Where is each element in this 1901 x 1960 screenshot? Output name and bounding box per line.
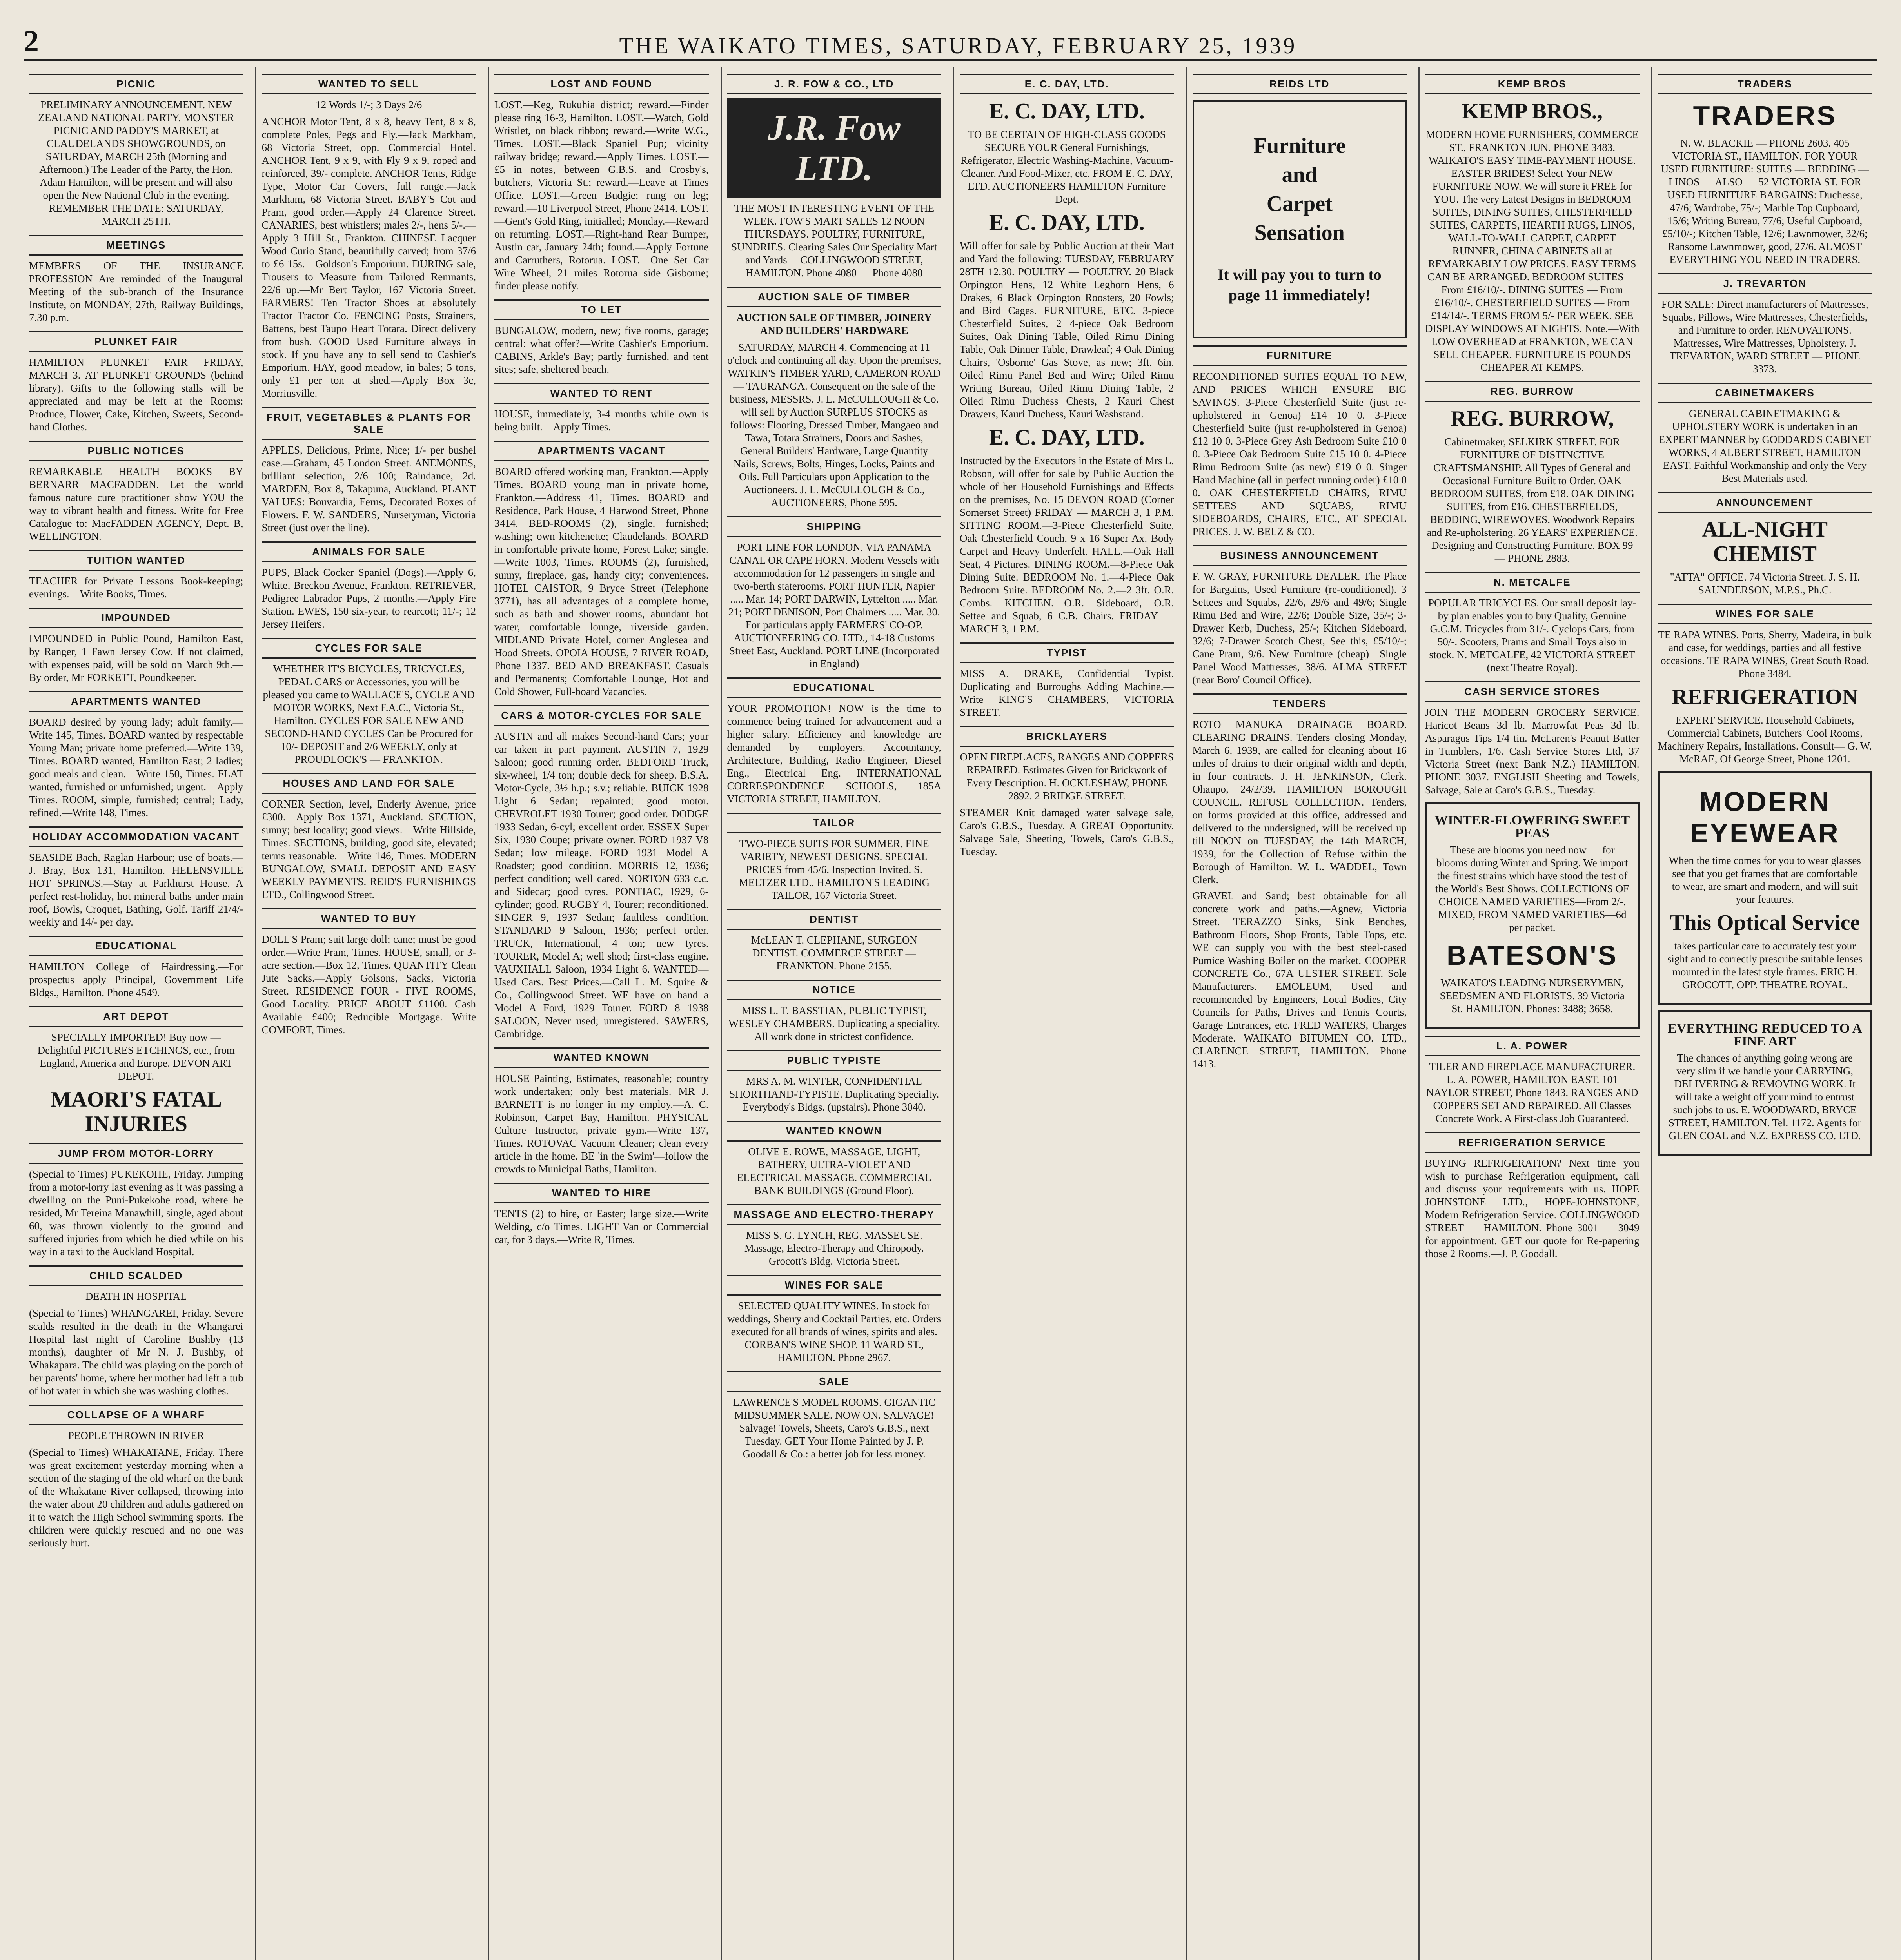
section-heading: HOUSES AND LAND FOR SALE — [262, 773, 476, 794]
section-heading: L. A. POWER — [1425, 1036, 1640, 1056]
section-heading: FRUIT, VEGETABLES & PLANTS FOR SALE — [262, 407, 476, 440]
reids-ad — [1193, 100, 1407, 338]
art-notice: SPECIALLY IMPORTED! Buy now — Delightful PICTURES ETCHINGS, etc., from England, America and Europe. DEVON ART DEPOT. — [37, 1031, 235, 1082]
section-heading: TAILOR — [727, 813, 942, 833]
ecday-ad-1: TO BE CERTAIN OF HIGH-CLASS GOODS SECURE YOUR General Furnishings, Refrigerator, Electric Washing-Machine, Vacuum-Cleaner, And Food-Mixer, etc. FROM E. C. DAY, LTD. AUCTIONEERS HAMILTON Furniture Dept. — [960, 129, 1173, 205]
masseuse-ad: MISS S. G. LYNCH, REG. MASSEUSE. Massage, Electro-Therapy and Chiropody. Grocott's Bldg. Victoria Street. — [744, 1229, 924, 1267]
concrete-ads: GRAVEL and Sand; best obtainable for all concrete work and paths.—Agnew, Victoria Street. TERAZZO Sinks, Sink Benches, Bathroom Floors, Shop Fronts, Table Tops, etc. WE can supply you with the best steel-cased Pumice Washing Boiler on the market. COOPER CONCRETE Co., 67A ULSTER STREET, Sole Manufacturers. EMOLEUM, Used and recommended by Engineers, Local Bodies, City Councils for Paths, Drives and Tennis Courts, Garage Entrances, etc. FRED WATERS, Charges Moderate. WAIKATO BITUMEN CO. LTD., CLARENCE STREET, HAMILTON. Phone 1413. — [1192, 890, 1407, 1070]
section-heading: MEETINGS — [29, 235, 243, 256]
meetings-notice: MEMBERS OF THE INSURANCE PROFESSION Are reminded of the Inaugural Meeting of the sub-branch of the Insurance Institute, on MONDAY, 27th, Railway Buildings, 7.30 p.m. — [29, 260, 243, 323]
section-heading: BRICKLAYERS — [960, 726, 1174, 747]
section-heading: E. C. DAY, LTD. — [960, 74, 1174, 94]
apartments-vacant-list: BOARD offered working man, Frankton.—Apply Times. BOARD young man in private home, Frankton.—Address 41, Times. BOARD and Residence, Park House, 4 Harwood Street, Phone 3414. BED-ROOMS (2), single, furnished; washing; own kitchenette; Claudelands. BOARD in comfortable private home, Forest Lake; single.—Write 1003, Times. ROOMS (2), furnished, sunny, fireplace, gas, handy city; conveniences. HOTEL CAISTOR, 9 Bryce Street (Telephone 3771), has all advantages of a complete home, such as bath and shower rooms, abundant hot water, comfortable lounge, riverside garden. MIDLAND Private Hotel, corner Anglesea and Hood Streets. OPOIA HOUSE, 7 RIVER ROAD, Phone 1337. BED AND BREAKFAST. Casuals and Permanents; Comfortable Lounge, Hot and Cold Shower, Full-board Vacancies. — [494, 466, 709, 697]
bateson-body: These are blooms you need now — for blooms during Winter and Spring. We import the finest strains which have stood the test of the World's Best Shows. COLLECTIONS OF CHOICE NAMED VARIETIES—From 2/-. MIXED, FROM NAMED VARIETIES—6d per packet. — [1435, 844, 1629, 933]
fow-logo: J.R. Fow LTD. — [727, 98, 942, 198]
section-heading: IMPOUNDED — [29, 608, 243, 628]
reids-cta: It will pay you to turn to page 11 immediately! — [1217, 266, 1382, 304]
news-headline: CHILD SCALDED — [29, 1265, 243, 1286]
column-6 — [1186, 67, 1413, 1960]
section-heading: REG. BURROW — [1425, 381, 1640, 402]
section-heading: MASSAGE AND ELECTRO-THERAPY — [727, 1204, 942, 1225]
burrow-title: REG. BURROW, — [1451, 407, 1614, 431]
section-heading: WINES FOR SALE — [727, 1275, 942, 1296]
refrigeration-ad: EXPERT SERVICE. Household Cabinets, Commercial Cabinets, Butchers' Cool Rooms, Machinery Repairs, Installations. Consult— G. W. McRAE, Of George Street, Phone 1201. — [1658, 714, 1872, 765]
section-heading: REIDS LTD — [1193, 74, 1407, 94]
ecday-title: E. C. DAY, LTD. — [989, 425, 1145, 450]
section-heading: CARS & MOTOR-CYCLES FOR SALE — [494, 705, 709, 726]
typist-ad: MISS A. DRAKE, Confidential Typist. Duplicating and Burroughs Adding Machine.—Write KING'S CHAMBERS, VICTORIA STREET. — [960, 668, 1174, 718]
masthead-title: THE WAIKATO TIMES, SATURDAY, FEBRUARY 25, 1939 — [619, 33, 1297, 58]
section-heading: WANTED KNOWN — [727, 1121, 942, 1142]
optical-heading: This Optical Service — [1670, 911, 1860, 935]
business-ad: F. W. GRAY, FURNITURE DEALER. The Place for Bargains, Used Furniture (re-conditioned). 3 Settees and Squabs, 22/6, 29/6 and 49/6; Single Rimu Bed and Wire, 22/6; Double Size, 35/-; 3-Drawer Kerb, Duchess, 25/-; Kitchen Sideboard, 32/6; 7-Drawer Scotch Chest, See this, £5/10/-; Cane Pram, 9/6. New Furniture (cheap)—Single Panel Wood Mattresses, 38/6. ALMA STREET (near Boro' Council Office). — [1192, 570, 1407, 686]
section-heading: BUSINESS ANNOUNCEMENT — [1193, 545, 1407, 566]
educational-ad: YOUR PROMOTION! NOW is the time to commence being trained for advancement and a higher salary. Efficiency and knowledge are demanded by employers. Accountancy, Architecture, Building, Radio Engineer, Diesel Eng., Electrical Eng. INTERNATIONAL CORRESPONDENCE SCHOOLS, 185A VICTORIA STREET, HAMILTON. — [727, 702, 941, 805]
section-heading: LOST AND FOUND — [494, 74, 709, 94]
section-heading: SALE — [727, 1371, 942, 1392]
cars-list: AUSTIN and all makes Second-hand Cars; your car taken in part payment. AUSTIN 7, 1929 Saloon; good running order. BEDFORD Truck, six-wheel, 1/4 ton; double deck for sheep. B.S.A. Motor-Cycle, 3½ h.p.; s.v.; reliable. BUICK 1928 Light 6 Sedan; repainted; good motor. CHEVROLET 1930 Tourer; good order. DODGE 1933 Sedan, 6-cyl; excellent order. ESSEX Super Six, 1930 Coupe; private owner. FORD 1937 V8 Sedan; low mileage. FORD 1931 Model A Roadster; good condition. MORRIS 12, 1936; perfect condition; well cared. NORTON 633 c.c. and Sidecar; good tyres. PONTIAC, 1929, 6-cylinder; good. RUGBY 4, Tourer; reconditioned. SINGER 9, 1937 Sedan; faultless condition. STANDARD 9 Saloon, 1936; perfect order. TRUCK, International, 4 ton; new tyres. TOURER, Model A; well shod; first-class engine. VAUXHALL Saloon, 1934 Light 6. WANTED—Used Cars. Best Prices.—Call L. M. Squire & Co., Collingwood Street. WE have on hand a Model A Ford, 1929 Tourer. FORD 8 1938 SALOON, Never used; unregistered. SAWERS, Cambridge. — [494, 730, 709, 1040]
section-heading: EDUCATIONAL — [29, 936, 243, 956]
to-let-list: BUNGALOW, modern, new; five rooms, garage; central; what offer?—Write Cashier's Emporium. CABINS, Arkle's Bay; partly furnished, and tent sites; safe, sheltered beach. — [494, 325, 709, 375]
section-heading: TO LET — [494, 299, 709, 320]
impounded-notice: IMPOUNDED in Public Pound, Hamilton East, by Ranger, 1 Fawn Jersey Cow. If not claimed, with expenses paid, will be sold on March 9th.—By order, Mr FORKETT, Poundkeeper. — [29, 633, 243, 683]
optical-body: takes particular care to accurately test your sight and to correctly prescribe suitable lenses mounted in the latest style frames. ERIC H. GROCOTT, OPP. THEATRE ROYAL. — [1667, 940, 1863, 991]
section-heading: FURNITURE — [1193, 345, 1407, 366]
column-2 — [255, 67, 482, 1960]
section-heading: ANNOUNCEMENT — [1658, 492, 1872, 513]
timber-title: AUCTION SALE OF TIMBER, JOINERY AND BUILDERS' HARDWARE — [736, 312, 932, 336]
news-body: (Special to Times) PUKEKOHE, Friday. Jumping from a motor-lorry last evening as it was passing a dwelling on the Puni-Pukekohe road, where he resided, Mr Tereina Manawhill, single, aged about 60, was thrown violently to the ground and suffered injuries from which he died while on his way in a taxi to the Auckland Hospital. — [29, 1168, 243, 1258]
section-heading: WANTED TO SELL — [262, 74, 476, 94]
kemp-title: KEMP BROS., — [1462, 99, 1603, 123]
rate-line: 12 Words 1/-; 3 Days 2/6 — [316, 99, 422, 111]
animals-list: PUPS, Black Cocker Spaniel (Dogs).—Apply 6, White, Breckon Avenue, Frankton. RETRIEVER, Pedigree Labrador Pups, 2 months.—Apply Fire Station. EWES, 150 six-year, to rearcott; 11/-; 12 Jersey Heifers. — [261, 566, 476, 630]
section-heading: SHIPPING — [727, 516, 942, 537]
reids-line-3: Carpet — [1266, 192, 1333, 216]
columns — [24, 67, 1877, 1960]
public-notice: REMARKABLE HEALTH BOOKS BY BERNARR MACFADDEN. Let the world famous nature cure practitioner show YOU the way to vibrant health and fitness. Write for Free Catalogue to: MacFADDEN AGENCY, Dept. B, WELLINGTON. — [29, 466, 243, 542]
chemist-title: ALL-NIGHT CHEMIST — [1702, 517, 1828, 566]
section-heading: WANTED TO RENT — [494, 383, 709, 404]
cycles-ad: WHETHER IT'S BICYCLES, TRICYCLES, PEDAL CARS or Accessories, you will be pleased you came to WALLACE'S, CYCLE AND MOTOR WORKS, Next F.A.C., Victoria St., Hamilton. CYCLES FOR SALE NEW AND SECOND-HAND CYCLES Can be Procured for 10/- DEPOSIT and 2/6 WEEKLY, only at PROUDLOCK'S — FRANKTON. — [263, 663, 475, 765]
page-number: 2 — [24, 24, 39, 58]
news-body: (Special to Times) WHANGAREI, Friday. Severe scalds resulted in the death in the Whangarei Hospital last night of Caroline Bushby (13 months), daughter of Mr N. J. Bushby, of Whakapara. The child was playing on the porch of her parents' home, where her mother had left a tub of hot water in which she was washing clothes. — [29, 1307, 243, 1397]
refrigeration-ad: BUYING REFRIGERATION? Next time you wish to purchase Refrigeration equipment, call and discuss your requirements with us. HOPE JOHNSTONE LTD., HOPE-JOHNSTONE, Modern Refrigeration Service. COLLINGWOOD STREET — HAMILTON. Phone 3001 — 3049 for appointment. GET our quote for Re-papering those 2 Rooms.—J. P. Goodall. — [1425, 1157, 1640, 1259]
bricklayers-ad: OPEN FIREPLACES, RANGES AND COPPERS REPAIRED. Estimates Given for Brickwork of Every Description. H. OCKLESHAW, PHONE 2892. 2 BRIDGE STREET. — [960, 751, 1174, 802]
ecday-title: E. C. DAY, LTD. — [989, 211, 1145, 235]
bateson-name: BATESON'S — [1447, 940, 1618, 971]
eyewear-ad — [1658, 771, 1872, 1005]
educational-notice: HAMILTON College of Hairdressing.—For prospectus apply Principal, Government Life Bldgs., Hamilton. Phone 4549. — [29, 961, 243, 998]
lost-found-list: LOST.—Keg, Rukuhia district; reward.—Finder please ring 16-3, Hamilton. LOST.—Watch, Gold Wristlet, on black ribbon; reward.—Write W.G., Times. LOST.—Black Spaniel Pup; vicinity railway bridge; reward.—Apply Times. LOST.—£5 in notes, between G.B.S. and Crosby's, butchers, Victoria St.; reward.—Leave at Times Office. LOST.—Green Budgie; rung on leg; reward.—10 Liverpool Street, Phone 2414. LOST.—Gent's Gold Ring, initialled; Monday.—Reward on returning. LOST.—Right-hand Rear Bumper, Austin car, January 24th; found.—Apply Fortune and Carruthers, Rotorua. LOST.—One Set Car Wire Wheel, 21 miles Rotorua side Gisborne; finder please notify. — [494, 99, 709, 292]
news-subheading: JUMP FROM MOTOR-LORRY — [29, 1143, 243, 1164]
timber-ad: SATURDAY, MARCH 4, Commencing at 11 o'clock and continuing all day. Upon the premises, WATKIN'S TIMBER YARD, CAMERON ROAD — TAURANGA. Consequent on the sale of the business, MESSRS. J. L. McCULLOUGH & Co. will sell by Auction SURPLUS STOCKS as follows: Flooring, Dressed Timber, Mangaeo and Tawa, Totara Strainers, Doors and Sashes, General Builders' Hardware, Large Quantity Nails, Screws, Bolts, Hinges, Locks, Paints and Oils. Full Particulars upon Application to the Auctioneers. J. L. McCULLOUGH & Co., AUCTIONEERS, Phone 595. — [727, 341, 941, 508]
section-heading: TYPIST — [960, 642, 1174, 663]
eyewear-body: When the time comes for you to wear glasses see that you get frames that are comfortable to wear, are smart and modern, and will suit your features. — [1669, 855, 1861, 905]
bateson-tagline: WAIKATO'S LEADING NURSERYMEN, SEEDSMEN AND FLORISTS. 39 Victoria St. HAMILTON. Phones: 3488; 3658. — [1440, 977, 1625, 1014]
news-subheading: PEOPLE THROWN IN RIVER — [68, 1430, 204, 1441]
cabinetmakers-ad: GENERAL CABINETMAKING & UPHOLSTERY WORK is undertaken in an EXPERT MANNER by GODDARD'S CABINET WORKS, 4 ALBERT STREET, HAMILTON EAST. Faithful Workmanship and only the Very Best Materials used. — [1658, 408, 1872, 484]
section-heading: ANIMALS FOR SALE — [262, 541, 476, 562]
section-heading: TUITION WANTED — [29, 550, 243, 571]
woodward-body: The chances of anything going wrong are very slim if we handle your CARRYING, DELIVERING & REMOVING WORK. It will take a weight off your mind to entrust such jobs to us. E. WOODWARD, BRYCE STREET, HAMILTON. Tel. 1172. Agents for GLEN COAL and N.Z. EXPRESS CO. LTD. — [1668, 1052, 1861, 1142]
te-rapa-wines-ad: TE RAPA WINES. Ports, Sherry, Madeira, in bulk and case, for weddings, parties and all festive occasions. TE RAPA WINES, Great South Road. Phone 3484. — [1658, 629, 1872, 679]
refrigeration-title: REFRIGERATION — [1672, 685, 1858, 709]
apartments-notice: BOARD desired by young lady; adult family.—Write 145, Times. BOARD wanted by respectable Young Man; private home preferred.—Write 139, Times. BOARD wanted, Hamilton East; 2 ladies; good meals and clean.—Write 150, Times. FLAT wanted, furnished or unfurnished; urgent.—Apply Times. ROOM, simple, furnished; central; Lady, refined.—Write 148, Times. — [29, 716, 243, 818]
sale-ad: LAWRENCE'S MODEL ROOMS. GIGANTIC MIDSUMMER SALE. NOW ON. SALVAGE! Salvage! Towels, Sheets, Caro's G.B.S., next Tuesday. GET Your Home Painted by J. P. Goodall & Co.: a better job for less money. — [733, 1396, 935, 1460]
reids-line-1: Furniture — [1253, 134, 1346, 158]
wanted-to-hire-list: TENTS (2) to hire, or Easter; large size.—Write Welding, c/o Times. LIGHT Van or Commercial car, for 3 days.—Write R, Times. — [494, 1208, 709, 1245]
wanted-to-rent-list: HOUSE, immediately, 3-4 months while own is being built.—Apply Times. — [494, 408, 709, 433]
trevarton-ad: FOR SALE: Direct manufacturers of Mattresses, Squabs, Pillows, Wire Mattresses, Chesterfields, and Furniture to order. RENOVATIONS. Mattresses, Wire Mattresses, Upholstery. J. TREVARTON, WARD STREET — PHONE 3373. — [1661, 298, 1868, 375]
typist-notice: MISS L. T. BASSTIAN, PUBLIC TYPIST, WESLEY CHAMBERS. Duplicating a speciality. All work done in strictest confidence. — [728, 1005, 940, 1042]
kemp-ad: MODERN HOME FURNISHERS, COMMERCE ST., FRANKTON JUN. PHONE 3483. WAIKATO'S EASY TIME-PAYMENT HOUSE. EASTER BRIDES! Select Your NEW FURNITURE NOW. We will store it FREE for YOU. The very Latest Designs in BEDROOM SUITES, DINING SUITES, CHESTERFIELD SUITES, CARPETS, HEARTH RUGS, LINOS, WALL-TO-WALL CARPET, CARPET RUNNER, CHINA CABINETS all at REMARKABLY LOW PRICES. EASY TERMS CAN BE ARRANGED. BEDROOM SUITES — From £16/10/-. DINING SUITES — From £16/10/-. CHESTERFIELD SUITES — From £14/14/-. TERMS FROM 5/- PER WEEK. SEE DISPLAY WINDOWS AT NIGHTS. Note.—With LOW OVERHEAD at FRANKTON, WE CAN SELL CHEAPER. FURNITURE IS POUNDS CHEAPER AT KEMPS. — [1425, 129, 1640, 373]
fruit-list: APPLES, Delicious, Prime, Nice; 1/- per bushel case.—Graham, 45 London Street. ANEMONES, brilliant selection, 2/6 100; Raindance, 2d. MARDEN, Box 8, Takapuna, Auckland. PLANT VALUES: Bouvardia, Ferns, Decorated Boxes of Flowers. F. W. SANDERS, Nurseryman, Victoria Street (just over the line). — [261, 444, 476, 534]
chemist-ad: "ATTA" OFFICE. 74 Victoria Street. J. S. H. SAUNDERSON, M.P.S., Ph.C. — [1670, 571, 1860, 596]
column-5 — [953, 67, 1180, 1960]
ecday-ad-3: Instructed by the Executors in the Estate of Mrs L. Robson, will offer for sale by Public Auction the whole of her Household Furnishings and Effects on the premises, No. 15 DEVON ROAD (Corner Somerset Street) FRIDAY — MARCH 3, 1 P.M. SITTING ROOM.—3-Piece Chesterfield Suite, Oak Chesterfield Couch, 9 x 16 Super Ax. Body Carpet and Heavy Underfelt. HALL.—Oak Hall Seat, 4 Pictures. DINING ROOM.—8-Piece Oak Dining Suite. BEDROOM No. 1.—4-Piece Oak Bedroom Suite. BEDROOM No. 2.—2 3ft. O.R. Combs. KITCHEN.—O.R. Sideboard, O.R. Settee and Squab, 6 C.B. Chairs. FRIDAY — MARCH 3, 1 P.M. — [960, 455, 1174, 635]
shipping-ad: PORT LINE FOR LONDON, VIA PANAMA CANAL OR CAPE HORN. Modern Vessels with accommodation for 12 passengers in single and two-berth staterooms. PORT HUNTER, Napier ..... Mar. 14; PORT DARWIN, Lyttelton ..... Mar. 21; PORT DENISON, Port Chalmers ..... Mar. 30. For particulars apply FARMERS' CO-OP. AUCTIONEERING CO. LTD., 14-18 Customs Street East, Auckland. PORT LINE (Incorporated in England) — [728, 541, 940, 670]
section-heading: ART DEPOT — [29, 1006, 243, 1027]
section-heading: KEMP BROS — [1425, 74, 1640, 94]
wanted-to-buy-list: DOLL'S Pram; suit large doll; cane; must be good order.—Write Pram, Times. HOUSE, small, or 3-acre section.—Box 12, Times. QUANTITY Clean Jute Sacks.—Apply Golsons, Sacks, Victoria Street. RESIDENCE FOUR - FIVE ROOMS, Good Locality. PRICE ABOUT £1100. Cash Available £400; Reducible Mortgage. Write COMFORT, Times. — [261, 933, 476, 1036]
section-heading: J. TREVARTON — [1658, 273, 1872, 294]
section-heading: WANTED KNOWN — [494, 1047, 709, 1068]
column-7 — [1418, 67, 1645, 1960]
salvage-notice: STEAMER Knit damaged water salvage sale, Caro's G.B.S., Tuesday. A GREAT Opportunity. Salvage Sale, Sheeting, Towels, Caro's G.B.S., Tuesday. — [960, 807, 1174, 857]
section-heading: NOTICE — [727, 980, 942, 1000]
picnic-ad: PRELIMINARY ANNOUNCEMENT. NEW ZEALAND NATIONAL PARTY. MONSTER PICNIC AND PADDY'S MARKET, at CLAUDELANDS SHOWGROUNDS, on SATURDAY, MARCH 25th (Morning and Afternoon.) The Leader of the Party, the Hon. Adam Hamilton, will be present and will also open the New National Club in the evening. REMEMBER THE DATE: SATURDAY, MARCH 25TH. — [38, 99, 234, 227]
wanted-known-list: HOUSE Painting, Estimates, reasonable; country work undertaken; only best materials. MR J. BARNETT is no longer in my employ.—A. C. Robinson, Carpet Bay, Hamilton. PHYSICAL Culture Instructor, private gym.—Write 137, Times. ROTOVAC Vacuum Cleaner; clean every article in the home. BE 'in the Swim'—follow the crowds to Municipal Baths, Hamilton. — [494, 1073, 709, 1175]
fow-ad: THE MOST INTERESTING EVENT OF THE WEEK. FOW'S MART SALES 12 NOON THURSDAYS. POULTRY, FURNITURE, SUNDRIES. Clearing Sales Our Speciality Mart and Yards— COLLINGWOOD STREET, HAMILTON. Phone 4080 — Phone 4080 — [731, 202, 937, 279]
news-headline: COLLAPSE OF A WHARF — [29, 1405, 243, 1425]
section-heading: HOLIDAY ACCOMMODATION VACANT — [29, 826, 243, 847]
news-body: (Special to Times) WHAKATANE, Friday. There was great excitement yesterday morning when a section of the staging of the old wharf on the bank of the Whakatane River collapsed, throwing into the water about 20 children and adults gathered on it to watch the High School swimming sports. The children were quickly rescued and no one was seriously hurt. — [29, 1446, 243, 1549]
masthead — [24, 16, 1877, 61]
news-subheading: DEATH IN HOSPITAL — [85, 1290, 187, 1302]
section-heading: J. R. FOW & CO., LTD — [727, 74, 942, 94]
section-heading: N. METCALFE — [1425, 572, 1640, 593]
section-heading: CYCLES FOR SALE — [262, 638, 476, 659]
plunket-notice: HAMILTON PLUNKET FAIR FRIDAY, MARCH 3. AT PLUNKET GROUNDS (behind library). Gifts to the following stalls will be appreciated and may be left at the Rooms: Produce, Flower, Cake, Kitchen, Sweets, Second-hand Clothes. — [29, 356, 243, 433]
ecday-ad-2: Will offer for sale by Public Auction at their Mart and Yard the following: TUESDAY, FEBRUARY 28TH 12.30. POULTRY — POULTRY. 20 Black Orpington Hens, 12 White Leghorn Hens, 6 Drakes, 6 Black Orpington Roosters, 20 Fowls; and Bird Cages. FURNITURE, ETC. 3-piece Chesterfield Suites, 2 4-piece Oak Bedroom Suites, Oak Dining Table, Oiled Rimu Dining Table, Oak Dinner Table, Drawleaf; 4 Oak Dining Chairs, 'Osborne' Gas Stove, as new; 3ft. 6in. Oiled Rimu Panel Bed and Wire; Oiled Rimu Writing Bureau, Oiled Rimu Dining Table, 2 Oiled Rimu Duchess Chests, 2 Kauri Chest Drawers, Kauri Duchess, Kauri Washstand. — [960, 240, 1174, 420]
section-heading: APARTMENTS WANTED — [29, 691, 243, 712]
section-heading: REFRIGERATION SERVICE — [1425, 1132, 1640, 1153]
column-4 — [721, 67, 947, 1960]
section-heading: WANTED TO HIRE — [494, 1183, 709, 1203]
column-3 — [488, 67, 714, 1960]
furniture-ad: RECONDITIONED SUITES EQUAL TO NEW, AND PRICES WHICH ENSURE BIG SAVINGS. 3-Piece Chesterfield Suite (just re-upholstered in Genoa) £14 10 0. 3-Piece Chesterfield Suite (just re-upholstered in Genoa) £12 10 0. 3-Piece Grey Ash Bedroom Suite £10 0 0. 3-Piece Oak Bedroom Suite £15 10 0. 4-Piece Rimu Bedroom Suite (as new) £19 0 0. Singer Hand Machine (all in perfect running order) £10 0 0. OAK CHESTERFIELD CHAIRS, RIMU SETTEES AND SQUABS, RIMU SIDEBOARDS, CHAIRS, ETC., AT SPECIAL PRICES. J. W. BELZ & CO. — [1192, 370, 1407, 537]
ecday-title: E. C. DAY, LTD. — [989, 99, 1145, 123]
houses-list: CORNER Section, level, Enderly Avenue, price £300.—Apply Box 1371, Auckland. SECTION, sunny; best locality; good views.—Write Hillside, Times. SECTIONS, building, good site, elevated; terms reasonable.—Write 146, Times. MODERN BUNGALOW, SMALL DEPOSIT AND EASY WEEKLY PAYMENTS. REID'S FURNISHINGS LTD., Collingwood Street. — [261, 798, 476, 900]
news-headline: MAORI'S FATAL INJURIES — [50, 1087, 222, 1136]
section-heading: PICNIC — [29, 74, 243, 94]
section-heading: TENDERS — [1193, 693, 1407, 714]
wanted-to-sell-list: ANCHOR Motor Tent, 8 x 8, heavy Tent, 8 x 8, complete Poles, Pegs and Fly.—Jack Markham, 68 Victoria Street, opp. Commercial Hotel. ANCHOR Tent, 9 x 9, with Fly 9 x 9, roped and reinforced, 39/- complete. ANCHOR Tents, Ridge Type, Motor Car Covers, full range.—Jack Markham, 68 Victoria Street. BABY'S Cot and Pram, good order.—Apply 24 Clarence Street. CANARIES, best whistlers; males 2/-, hens 5/-.—Apply 3 Hill St., Frankton. CHINESE Lacquer Wood Curio Stand, beautifully carved; from 37/6 to £6 15s.—Goldson's Emporium. DURING sale, Trousers to Measure from Tailored Remnants, 22/6 up.—Mr Bert Taylor, 167 Victoria Street. FARMERS! Ten Tractor Shoes at absolutely Tractor Tractor Co. FENCING Posts, Strainers, Battens, best Taupo Heart Totara. Direct delivery from bush. GOOD Used Furniture always in stock. If you have any to sell send to Cashier's Emporium. HAY, good meadow, in bales; 5 tons, only £1 per ton at shed.—Apply Box 3c, Morrinsville. — [261, 116, 476, 399]
massage-ad: OLIVE E. ROWE, MASSAGE, LIGHT, BATHERY, ULTRA-VIOLET AND ELECTRICAL MASSAGE. COMMERCIAL BANK BUILDINGS (Ground Floor). — [737, 1146, 931, 1196]
bateson-ad — [1425, 802, 1640, 1029]
column-1 — [24, 67, 249, 1960]
section-heading: DENTIST — [727, 909, 942, 930]
section-heading: TRADERS — [1658, 74, 1872, 94]
woodward-heading: EVERYTHING REDUCED TO A FINE ART — [1668, 1021, 1862, 1049]
typiste-ad: MRS A. M. WINTER, CONFIDENTIAL SHORTHAND-TYPISTE. Duplicating Specialty. Everybody's Bldgs. (upstairs). Phone 3040. — [729, 1075, 939, 1113]
bateson-heading: WINTER-FLOWERING SWEET PEAS — [1434, 813, 1630, 840]
section-heading: WANTED TO BUY — [262, 908, 476, 929]
tailor-ad: TWO-PIECE SUITS FOR SUMMER. FINE VARIETY, NEWEST DESIGNS. SPECIAL PRICES from 45/6. Inspection Invited. S. MELTZER LTD., HAMILTON'S LEADING TAILOR, 167 Victoria Street. — [739, 838, 930, 901]
woodward-ad — [1658, 1010, 1872, 1156]
traders-title: TRADERS — [1693, 100, 1837, 131]
section-heading: CASH SERVICE STORES — [1425, 681, 1640, 702]
section-heading: WINES FOR SALE — [1658, 604, 1872, 624]
metcalfe-ad: POPULAR TRICYCLES. Our small deposit lay-by plan enables you to buy Quality, Genuine G.C.M. Tricycles from 31/-. Cyclops Cars, from 50/-. Scooters, Prams and Small Toys also in stock. N. METCALFE, 42 VICTORIA STREET (next Theatre Royal). — [1428, 597, 1636, 673]
tuition-notice: TEACHER for Private Lessons Book-keeping; evenings.—Write Books, Times. — [29, 575, 243, 600]
tenders-notice: ROTO MANUKA DRAINAGE BOARD. CLEARING DRAINS. Tenders closing Monday, March 6, 1939, are called for cleaning about 16 miles of drains to their original width and depth, in four contracts. J. H. JENKINSON, Clerk. Ohaupo, 24/2/39. HAMILTON BOROUGH COUNCIL. REFUSE COLLECTION. Tenders, on forms provided at this office, addressed and delivered to the undersigned, will be received up till NOON on TUESDAY, the 14th MARCH, 1939, for the Collection of Refuse within the Borough of Hamilton. W. L. WADDEL, Town Clerk. — [1192, 719, 1407, 886]
section-heading: EDUCATIONAL — [727, 677, 942, 698]
section-heading: APARTMENTS VACANT — [494, 441, 709, 461]
holiday-notice: SEASIDE Bach, Raglan Harbour; use of boats.—J. Bray, Box 131, Hamilton. HELENSVILLE HOT SPRINGS.—Stay at Parkhurst House. A perfect rest-holiday, hot mineral baths under main roof, Bowls, Croquet, Bathing, Golf. Tariff 21/4/- weekly and 14/- per day. — [29, 851, 243, 928]
cash-service-ad: JOIN THE MODERN GROCERY SERVICE. Haricot Beans 3d lb. Marrowfat Peas 3d lb. Asparagus Tips 1/4 tin. McLaren's Peanut Butter in Tumblers, 1/6. Cash Service Stores Ltd, 37 Victoria Street (next Bank N.Z.) HAMILTON. PHONE 3037. ENGLISH Sheeting and Towels, Salvage, Sale at Caro's G.B.S., Tuesday. — [1425, 706, 1640, 796]
section-heading: PUBLIC NOTICES — [29, 441, 243, 461]
eyewear-heading: MODERN EYEWEAR — [1690, 786, 1840, 848]
section-heading: PUBLIC TYPISTE — [727, 1050, 942, 1071]
column-8 — [1651, 67, 1878, 1960]
traders-ad: N. W. BLACKIE — PHONE 2603. 405 VICTORIA ST., HAMILTON. FOR YOUR USED FURNITURE: SUITES — BEDDING — LINOS — ALSO — 52 VICTORIA ST. FOR USED FURNITURE BARGAINS: Duchesse, 47/6; Wardrobe, 75/-; Marble Top Cupboard, 15/6; Writing Bureau, 77/6; Useful Cupboard, £5/10/-; Kitchen Table, 12/6; Lawnmower, 32/6; Ransome Lawnmower, good, 27/6. ALMOST EVERYTHING YOU NEED IN TRADERS. — [1661, 137, 1869, 265]
wines-ad: SELECTED QUALITY WINES. In stock for weddings, Sherry and Cocktail Parties, etc. Orders executed for all brands of wines, spirits and ales. CORBAN'S WINE SHOP. 11 WARD ST., HAMILTON. Phone 2967. — [727, 1300, 941, 1363]
section-heading: CABINETMAKERS — [1658, 383, 1872, 403]
power-ad: TILER AND FIREPLACE MANUFACTURER. L. A. POWER, HAMILTON EAST. 101 NAYLOR STREET, Phone 1843. RANGES AND COPPERS SET AND REPAIRED. All Classes Concrete Work. A First-class Job Guaranteed. — [1426, 1061, 1638, 1124]
burrow-ad: Cabinetmaker, SELKIRK STREET. FOR FURNITURE OF DISTINCTIVE CRAFTSMANSHIP. All Types of General and Occasional Furniture Built to Order. OAK BEDROOM SUITES, from £18. OAK DINING SUITES, from £16. CHESTERFIELDS, BEDDING, WIREWOVES. Woodwork Repairs and Re-upholstering. 26 YEARS' EXPERIENCE. Designing and Constructing Furniture. BOX 99 — PHONE 2883. — [1427, 436, 1638, 564]
section-heading: PLUNKET FAIR — [29, 331, 243, 352]
reids-line-2: and — [1282, 163, 1317, 187]
reids-line-4: Sensation — [1254, 221, 1345, 245]
dentist-ad: McLEAN T. CLEPHANE, SURGEON DENTIST. COMMERCE STREET — FRANKTON. Phone 2155. — [751, 934, 917, 972]
section-heading: AUCTION SALE OF TIMBER — [727, 287, 942, 307]
